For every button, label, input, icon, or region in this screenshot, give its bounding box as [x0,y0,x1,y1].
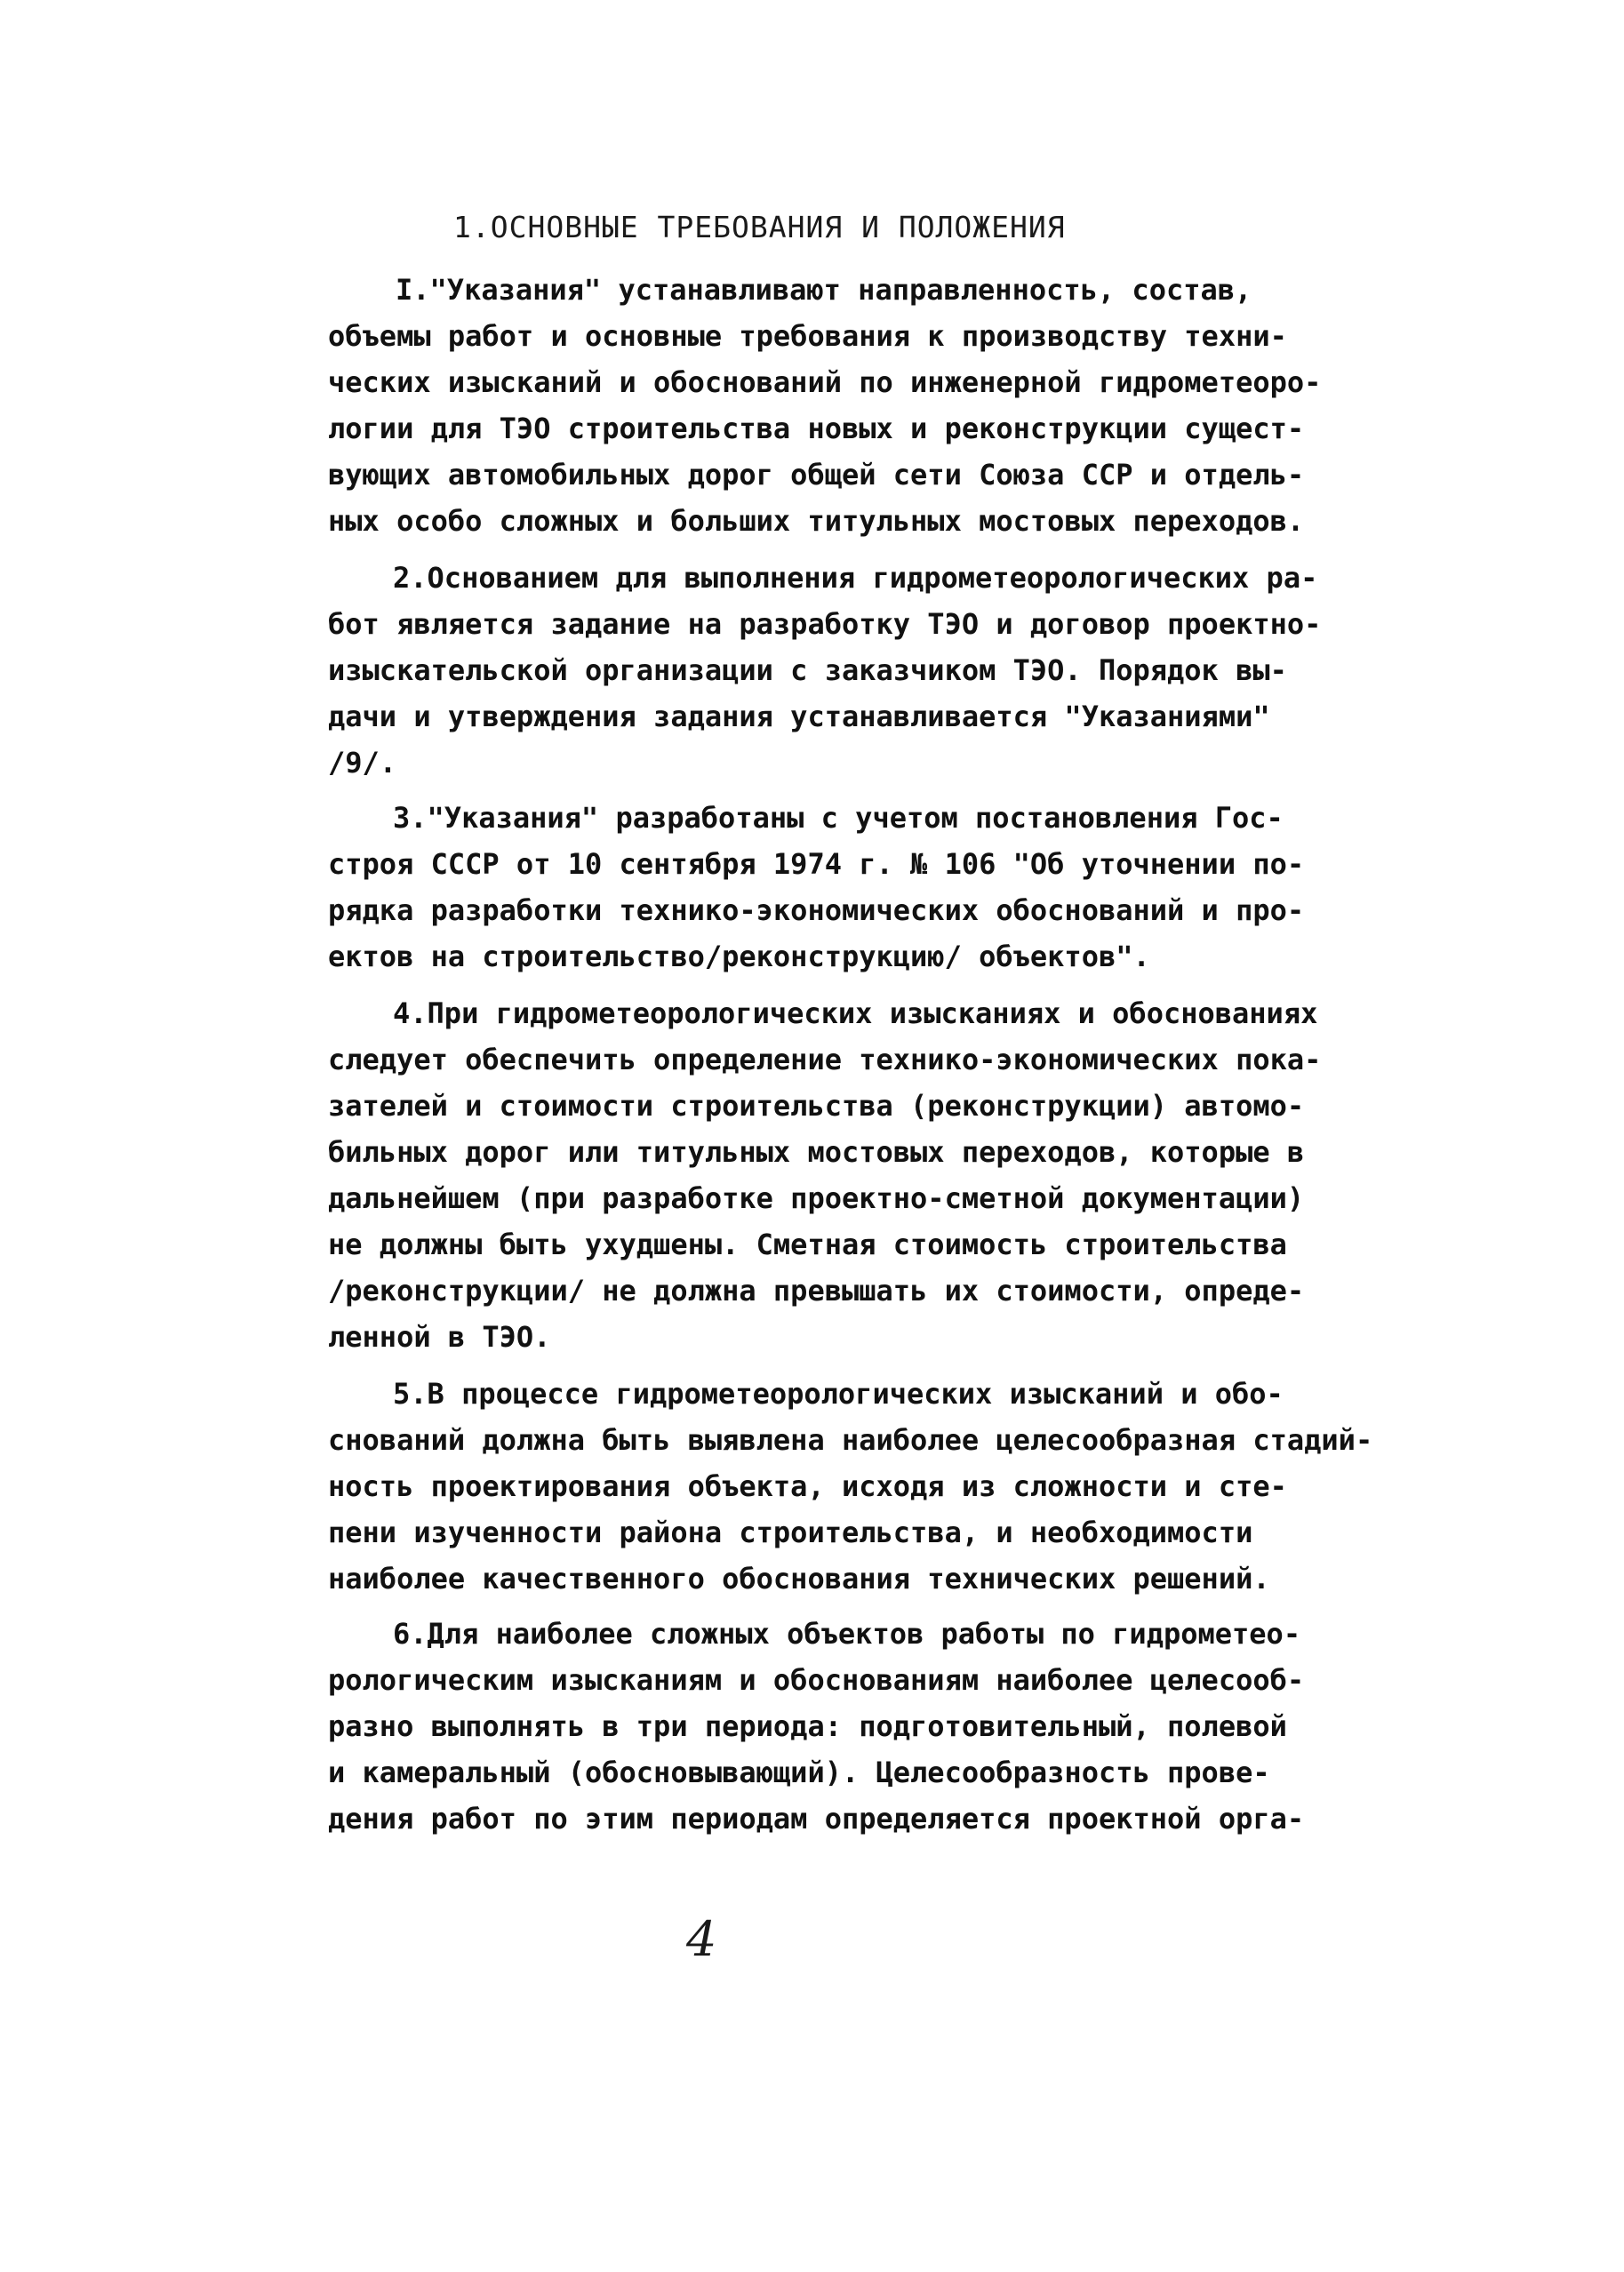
paragraph-line: логии для ТЭО строительства новых и реконструкции сущест- [328,412,1305,445]
paragraph-line: 5.В процессе гидрометеорологических изысканий и обо- [393,1377,1284,1411]
paragraph-line: 3."Указания" разработаны с учетом постановления Гос- [393,801,1284,835]
paragraph-line: бильных дорог или титульных мостовых переходов, которые в [328,1135,1305,1169]
paragraph-line: 4.При гидрометеорологических изысканиях и обоснованиях [393,996,1318,1030]
paragraph-line: пени изученности района строительства, и необходимости [328,1516,1253,1549]
paragraph-line: I."Указания" устанавливают направленность, состав, [396,273,1252,307]
paragraph-line: дения работ по этим периодам определяется проектной орга- [328,1802,1305,1836]
paragraph-line: рядка разработки технико-экономических обоснований и про- [328,893,1305,927]
paragraph-line: /реконструкции/ не должна превышать их стоимости, опреде- [328,1274,1305,1308]
paragraph-line: следует обеспечить определение технико-экономических пока- [328,1043,1322,1076]
paragraph-line: ность проектирования объекта, исходя из сложности и сте- [328,1469,1287,1503]
paragraph-line: снований должна быть выявлена наиболее целесообразная стадий- [328,1423,1373,1457]
page-number: 4 [686,1911,717,1967]
paragraph-line: и камеральный (обосновывающий). Целесообразность прове- [328,1756,1270,1789]
paragraph-line: 6.Для наиболее сложных объектов работы по гидрометео- [393,1617,1301,1651]
paragraph-line: рологическим изысканиям и обоснованиям наиболее целесооб- [328,1663,1305,1697]
paragraph-line: дачи и утверждения задания устанавливается "Указаниями" [328,700,1270,733]
paragraph-line: /9/. [328,746,397,780]
paragraph-line: 2.Основанием для выполнения гидрометеорологических ра- [393,561,1318,595]
paragraph-line: изыскательской организации с заказчиком ТЭО. Порядок вы- [328,653,1287,687]
paragraph-line: разно выполнять в три периода: подготовительный, полевой [328,1709,1287,1743]
paragraph-line: бот является задание на разработку ТЭО и договор проектно- [328,607,1322,641]
paragraph-line: ектов на строительство/реконструкцию/ объектов". [328,940,1150,973]
paragraph-line: ленной в ТЭО. [328,1320,551,1354]
paragraph-line: объемы работ и основные требования к производству техни- [328,319,1287,353]
paragraph-line: строя СССР от 10 сентября 1974 г. № 106 "Об уточнении по- [328,847,1305,881]
section-heading: 1.ОСНОВНЫЕ ТРЕБОВАНИЯ И ПОЛОЖЕНИЯ [453,210,1066,244]
paragraph-line: дальнейшем (при разработке проектно-сметной документации) [328,1181,1305,1215]
paragraph-line: зателей и стоимости строительства (реконструкции) автомо- [328,1089,1305,1123]
paragraph-line: не должны быть ухудшены. Сметная стоимость строительства [328,1228,1287,1261]
paragraph-line: наиболее качественного обоснования технических решений. [328,1562,1270,1596]
paragraph-line: ческих изысканий и обоснований по инженерной гидрометеоро- [328,365,1322,399]
paragraph-line: вующих автомобильных дорог общей сети Союза ССР и отдель- [328,458,1305,492]
paragraph-line: ных особо сложных и больших титульных мостовых переходов. [328,504,1305,538]
